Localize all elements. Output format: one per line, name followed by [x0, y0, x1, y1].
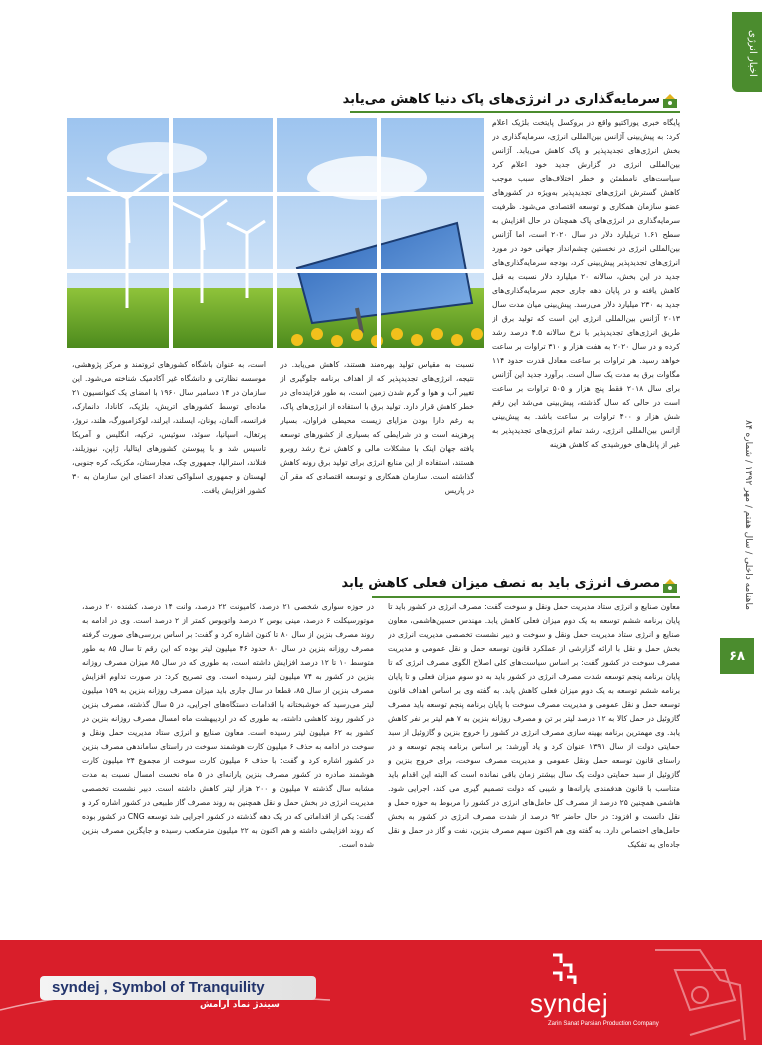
article2-title: مصرف انرژی باید به نصف میزان فعلی کاهش یابد: [341, 576, 660, 591]
section-tab-label: اخبار انرژی: [747, 30, 758, 77]
section-tab: [732, 12, 762, 92]
brand-subtitle: Zarin Sanat Parsian Production Company: [548, 1021, 659, 1027]
article2-title-underline: [372, 596, 680, 598]
tagline-persian: سیندژ نماد آرامش: [200, 1000, 280, 1010]
article2-column-right: معاون صنایع و انرژی ستاد مدیریت حمل ونقل و سوخت گفت: مصرف انرژی در کشور باید تا پایان برنامه ششم توسعه به یک دوم میزان فعلی کاهش یابد. مهندس حسین‌هاشمی، معاون صنایع و انرژی ستاد مدیریت حمل ونقل و سوخت و دبیر نشست تخصصی مدیریت انرژی در بخش حمل و نقل با ارائه گزارشی از عملکرد قانون توسعه حمل و نقل عمومی و مدیریت مصرف سوخت در کشور گفت: بر اساس سیاست‌های کلی اصلاح الگوی مصرف انرژی که تا پایان برنامه پنجم توسعه شدت مصرف انرژی در کشور باید به دو سوم میزان فعلی و تا پایان برنامه ششم توسعه به یک دوم میزان فعلی کاهش یابد. به گفته وی بر اساس اهداف قانون توسعه حمل و نقل عمومی و مدیریت مصرف سوخت با پایان برنامه پنجم توسعه باید مصرف گازوئیل در حمل کالا به ۱۲ درصد لیتر بر تن و مصرف روزانه بنزین به ۷ هم لیتر بر نفر کاهش یابد. وی مهمترین برنامه بهینه سازی مصرف انرژی در کشور را خروج بنزین و گازوئیل از سبد حمایتی دولت از سال ۱۳۹۱ عنوان کرد و یاد آورشد: بر اساس برنامه پنجم توسعه و در راستای قانون توسعه حمل ونقل عمومی و مدیریت مصرف سوخت، برای خروج بنزین و گازوئیل از سبد حمایتی دولت یک سال بیشتر زمان باقی نمانده است که البته این اقدام باید متناسب با قانون هدفمندی یارانه‌ها و شیبی که دولت تصمیم گیری می کند، اجرایی شود. هاشمی همچنین ۲۵ درصد از مصرف کل حامل‌های انرژی در کشور را مربوط به حوزه حمل و نقل دانست و افزود: در حال حاضر ۹۲ درصد از شدت مصرف انرژی در کشور به بخش حامل‌های اختصاص دارد. به گفته وی هم اکنون سهم مصرف بنزین، نفت و گاز در حمل و نقل جاده‌ای به تفکیک: [388, 602, 680, 849]
article1-column-middle: نسبت به مقیاس تولید بهره‌مند هستند، کاهش می‌یابد. در نتیجه، انرژی‌های تجدیدپذیر که از اهداف برنامه جلوگیری از تغییر آب و هوا و گرم شدن زمین است، به طور فزاینده‌ای در خطر کاهش قرار دارد. تولید برق با استفاده از انرژی‌های پاک، به رغم دارا بودن مزایای زیست محیطی فراوان، بسیار پرهزینه است و در شرایطی که بسیاری از کشورهای توسعه یافته جهان اینک با مشکلات مالی و کاهش نرخ رشد روبرو هستند، استفاده از این منابع انرژی برای تولید برق رونه کاهش گذاشته است. سازمان همکاری و توسعه اقتصادی که مقر آن در پاریس: [280, 360, 474, 495]
magazine-info: ماهنامه داخلی / سال هفتم / مهر ۱۳۹۲ / شماره ۸۴: [743, 420, 753, 611]
renewable-energy-photo: [67, 118, 484, 348]
syndej-logo-icon: [549, 952, 579, 986]
article1-column-left: است، به عنوان باشگاه کشورهای ثروتمند و مرکز پژوهشی، موسسه نظارتی و دانشگاه غیر آکادمیک شناخته می‌شود. این سازمان در ۱۴ دسامبر سال ۱۹۶۰ با امضای یک کنوانسیون ۲۱ ماده‌ای توسط کشورهای اتریش، بلژیک، کانادا، دانمارک، فرانسه، آلمان، یونان، ایسلند، ایرلند، لوکزامبورگ، هلند، نروژ، پرتغال، اسپانیا، سوئد، سوئیس، ترکیه، انگلیس و آمریکا تاسیس شد و با پیوستن کشورهای ایتالیا، ژاپن، نیوزیلند، فنلاند، استرالیا، جمهوری چک، مجارستان، مکزیک، کره جنوبی، لهستان و جمهوری اسلواکی تعداد اعضای این سازمان به ۳۰ کشور افزایش یافت.: [72, 360, 266, 495]
brand-name: syndej: [530, 988, 609, 1018]
leaf-icon: [662, 93, 678, 109]
article1-column-right: پایگاه خبری یوراکتیو واقع در بروکسل پایتخت بلژیک اعلام کرد: به پیش‌بینی آژانس بین‌المللی انرژی، سرمایه‌گذاری در بخش انرژی‌های تجدیدپذیر و پاک کاهش می‌یابد. آژانس بین‌المللی انرژی در گزارش جدید خود اعلام کرد سیاست‌های نامطمئن و خطر اختلاف‌های سبب موجب کاهش گسترش انرژی‌های تجدیدپذیر به‌ویژه در کشورهای عضو سازمان همکاری و توسعه اقتصادی می‌شود. ظرفیت سرمایه‌گذاری در انرژی‌های پاک همچنان در حال افزایش به سطح ۱.۶۱ تریلیارد دلار در سال ۲۰۲۰ است، اما آژانس بین‌المللی انرژی در نخستین چشم‌انداز جهانی خود در مورد انرژی‌های تجدیدپذیر پیش‌بینی کرد، بودجه سرمایه‌گذاری‌های جدید در این بخش، سالانه ۲۰ میلیارد دلار نسبت به قبل کاهش یافته و در پایان دهه جاری حجم سرمایه‌گذاری‌های جدید به ۲۳۰ میلیارد دلار می‌رسد. پیش‌بینی میان مدت سال ۲۰۱۳ آژانس بین‌المللی انرژی این است که تولید برق از طریق انرژی‌های تجدیدپذیر با نرخ سالانه ۴.۵ درصد رشد کرده و در سال ۲۰۲۰ به هفت هزار و ۳۱۰ تراوات بر ساعت خواهد رسید. هر تراوات بر ساعت معادل قدرت حدود ۱۱۴ مگاوات برق به مدت یک سال است. برآورد جدید این آژانس برای سال ۲۰۱۸ فقط پنج هزار و ۵۰۵ تراوات بر ساعت است در حالی که سال گذشته، پیش‌بینی می‌شد این رقم شش هزار و ۴۰۰ تراوات بر ساعت باشد. به پیش‌بینی آژانس بین‌المللی انرژی، رشد تمام انرژی‌های تجدیدپذیر به غیر از پانل‌های خورشیدی‌ که کاهش هزینه: [492, 118, 680, 449]
article1-title: سرمایه‌گذاری در انرژی‌های پاک دنیا کاهش می‌یابد: [342, 92, 660, 107]
article2-column-left: در حوزه سواری شخصی ۲۱ درصد، کامیونت ۲۲ درصد، وانت ۱۴ درصد، کشنده ۲۰ درصد، موتورسیکلت ۶ درصد، مینی بوس ۲ درصد واتوبوس کمتر از ۲ درصد است. وی در ادامه به روند مصرف بنزین از سال ۸۰ تا کنون اشاره کرد و گفت: بر اساس بررسی‌های صورت گرفته مصرف روزانه بنزین در سال ۸۰ حدود ۴۶ میلیون لیتر بوده که این رقم تا سال ۸۵ به طور متوسط ۱۰ تا ۱۲ درصد افزایش داشته است، به طوری که در سال ۸۵ میزان مصرف روزانه بنزین در کشور به ۷۴ میلیون لیتر رسیده است. وی تصریح کرد: در صورت تداوم افزایش مصرف بنزین از سال ۸۵، قطعا در سال جاری باید میزان مصرف روزانه بنزین به ۱۵۹ میلیون لیتر می‌رسید که خوشبختانه با اقدامات دستگاه‌های اجرایی، در ۵ سال گذشته، مصرف بنزین در کشور روند کاهشی داشته، به طوری که در اردیبهشت ماه امسال مصرف روزانه بنزین در کشور به ۶۲ میلیون لیتر رسیده است. معاون صنایع و انرژی ستاد مدیریت حمل ونقل و سوخت در ادامه به حذف ۶ میلیون کارت هوشمند سوخت در راستای ساماندهی مصرف بنزین در کشور اشاره کرد و گفت: با حذف ۶ میلیون کارت سوخت از مجموع ۲۴ میلیون کارت هوشمند صادره در کشور مصرف بنزین یارانه‌ای در ۵ ماه نخست امسال نسبت به مدت مشابه سال گذشته ۷ میلیون و ۲۰۰ هزار لیتر کاهش داشته است. دبیر نشست تخصصی مدیریت انرژی در بخش حمل و نقل همچنین به روند مصرف گاز طبیعی در کشور اشاره کرد و گفت: یکی از اقداماتی که در یک دهه گذشته در کشور اجرایی شد توسعه CNG در کشور بوده که روند افزایشی داشته و هم اکنون به ۲۲ میلیون مترمکعب رسیده و جایگزین مصرف بنزین شده است.: [82, 602, 374, 849]
page-number: ۶۸: [720, 638, 754, 674]
right-margin-sidebar: [708, 0, 762, 940]
article1-title-underline: [350, 111, 680, 113]
tagline-english: syndej , Symbol of Tranquility: [52, 979, 265, 996]
leaf-icon: [662, 578, 678, 594]
